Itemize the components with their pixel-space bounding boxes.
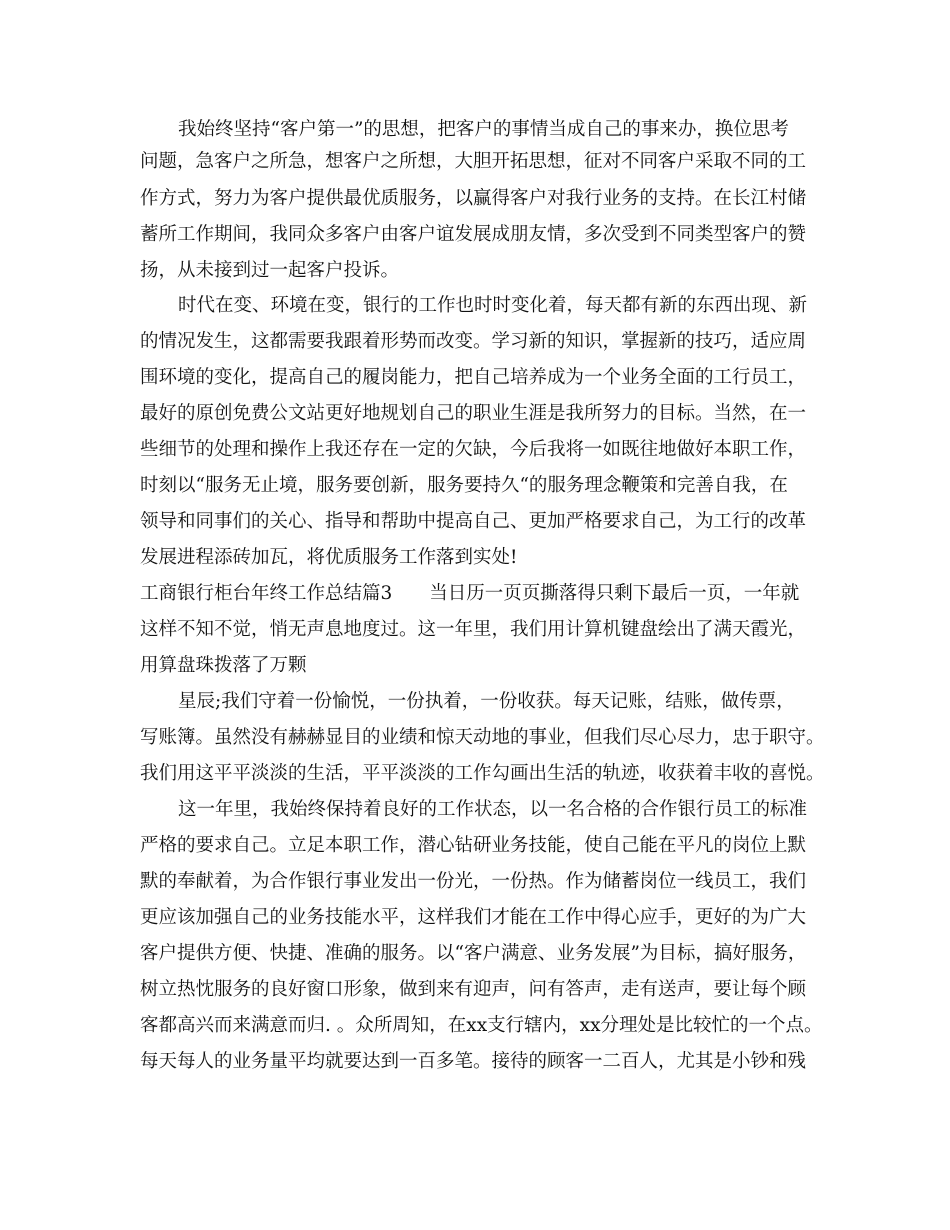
text-line: 时代在变、环境在变，银行的工作也时时变化着，每天都有新的东西出现、新: [178, 295, 808, 316]
text-line: 作方式，努力为客户提供最优质服务，以赢得客户对我行业务的支持。在长江村储: [140, 188, 807, 209]
text-line: 严格的要求自己。立足本职工作，潜心钻研业务技能，使自己能在平凡的岗位上默: [140, 835, 807, 856]
text-line: 些细节的处理和操作上我还存在一定的欠缺，今后我将一如既往地做好本职工作，: [140, 439, 807, 460]
text-line: 默的奉献着，为合作银行事业发出一份光，一份热。作为储蓄岗位一线员工，我们: [140, 871, 807, 892]
text-line: 每天每人的业务量平均就要达到一百多笔。接待的顾客一二百人，尤其是小钞和残: [140, 1051, 807, 1072]
text-line: 蓄所工作期间，我同众多客户由客户谊发展成朋友情，多次受到不同类型客户的赞: [140, 224, 807, 245]
text-line: 扬，从未接到过一起客户投诉。: [140, 260, 400, 281]
text-line: 客户提供方便、快捷、准确的服务。以“客户满意、业务发展”为目标，搞好服务，: [140, 943, 807, 964]
text-line: 我始终坚持“客户第一”的思想，把客户的事情当成自己的事来办，换位思考: [178, 119, 789, 140]
text-line: 这一年里，我始终保持着良好的工作状态，以一名合格的合作银行员工的标准: [178, 799, 808, 820]
text-line: 最好的原创免费公文站更好地规划自己的职业生涯是我所努力的目标。当然，在一: [140, 403, 807, 424]
text-line: 更应该加强自己的业务技能水平，这样我们才能在工作中得心应手，更好的为广大: [140, 907, 807, 928]
text-line: 时刻以“服务无止境，服务要创新，服务要持久“的服务理念鞭策和完善自我，在: [140, 475, 788, 496]
text-line: 星辰;我们守着一份愉悦，一份执着，一份收获。每天记账，结账，做传票，: [178, 691, 795, 712]
text-line: 用算盘珠拨落了万颗: [140, 655, 307, 676]
text-line: 树立热忱服务的良好窗口形象，做到来有迎声，问有答声，走有送声，要让每个顾: [140, 979, 807, 1000]
text-line: 我们用这平平淡淡的生活，平平淡淡的工作勾画出生活的轨迹，收获着丰收的喜悦。: [140, 763, 825, 784]
section-heading-line: 工商银行柜台年终工作总结篇3 当日历一页页撕落得只剩下最后一页，一年就: [140, 583, 800, 604]
text-line: 围环境的变化，提高自己的履岗能力，把自己培养成为一个业务全面的工行员工，: [140, 367, 807, 388]
text-line: 领导和同事们的关心、指导和帮助中提高自己、更加严格要求自己，为工行的改革: [140, 511, 807, 532]
text-line: 写账簿。虽然没有赫赫显目的业绩和惊天动地的事业，但我们尽心尽力，忠于职守。: [140, 727, 825, 748]
text-line: 发展进程添砖加瓦，将优质服务工作落到实处!: [140, 547, 518, 568]
text-line: 这样不知不觉，悄无声息地度过。这一年里，我们用计算机键盘绘出了满天霞光，: [140, 619, 807, 640]
text-line: 客都高兴而来满意而归. 。众所周知，在xx支行辖内，xx分理处是比较忙的一个点。: [140, 1015, 823, 1036]
text-line: 问题，急客户之所急，想客户之所想，大胆开拓思想，征对不同客户采取不同的工: [140, 151, 807, 172]
text-line: 的情况发生，这都需要我跟着形势而改变。学习新的知识，掌握新的技巧，适应周: [140, 331, 807, 352]
